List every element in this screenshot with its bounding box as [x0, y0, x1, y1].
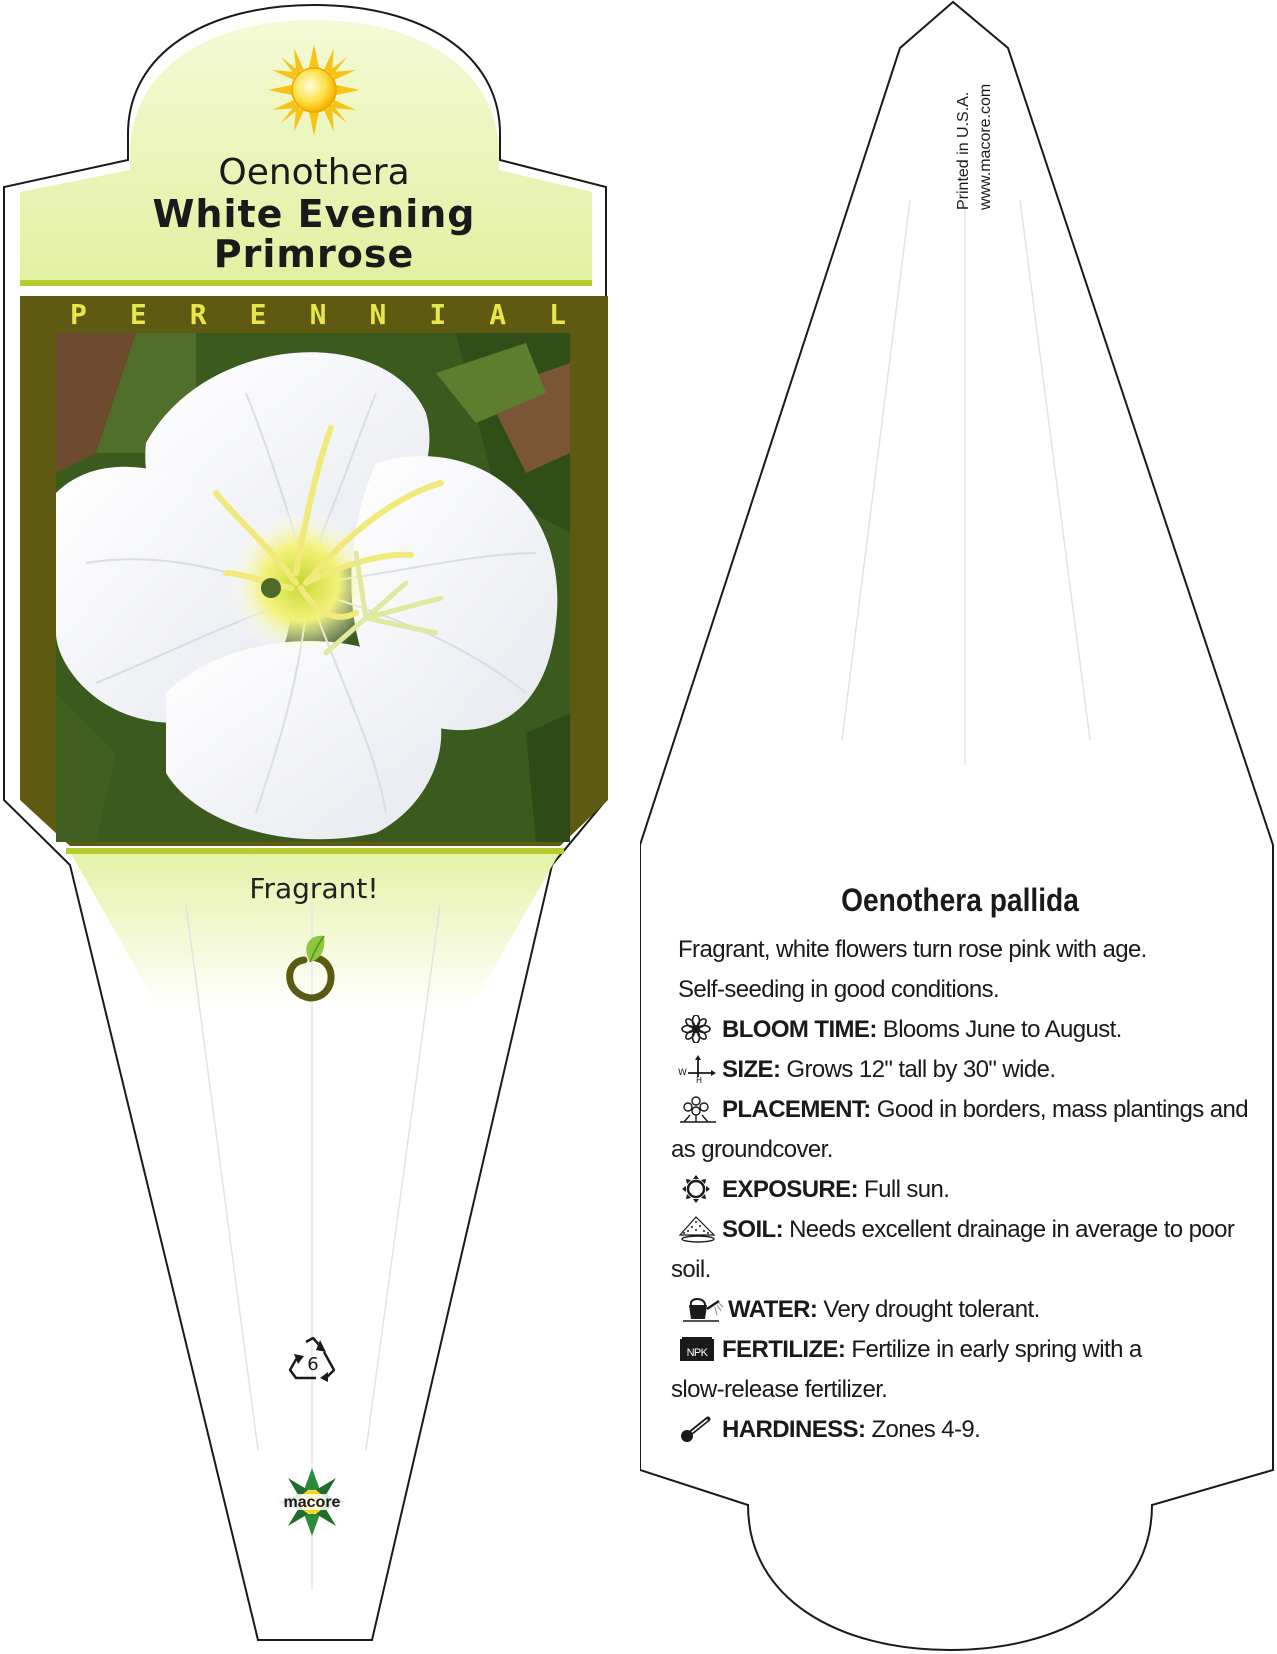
care-continuation: slow-release fertilizer.	[671, 1376, 888, 1403]
category-letter: L	[549, 297, 566, 331]
watering-can-icon	[678, 1295, 724, 1323]
fertilizer-icon	[678, 1335, 718, 1363]
care-row-exposure	[678, 1170, 1263, 1210]
size-height-letter: H	[696, 1076, 702, 1083]
website: www.macore.com	[977, 83, 994, 210]
category-letter: R	[189, 297, 207, 331]
care-text: Full sun.	[864, 1176, 950, 1203]
care-label: HARDINESS:	[722, 1416, 866, 1443]
flower-photo	[56, 333, 570, 842]
category-letter: E	[249, 297, 267, 331]
logo-text: macore	[283, 1494, 341, 1511]
npk-label: NPK	[686, 1347, 708, 1359]
sun-icon	[268, 44, 360, 136]
care-text: Grows 12" tall by 30" wide.	[786, 1056, 1056, 1083]
care-text: Zones 4-9.	[871, 1416, 981, 1443]
thermometer-icon	[678, 1415, 718, 1443]
care-text: Very drought tolerant.	[823, 1296, 1040, 1323]
care-continuation: as groundcover.	[671, 1136, 833, 1163]
category-letter: P	[70, 297, 87, 331]
size-width-letter: W	[678, 1068, 687, 1078]
care-info	[671, 930, 1263, 1450]
description-line: Self-seeding in good conditions.	[678, 976, 1000, 1003]
recycle-icon	[286, 1336, 340, 1382]
printed-info	[953, 84, 997, 210]
care-label: SIZE:	[722, 1056, 781, 1083]
care-row-soil	[678, 1210, 1263, 1250]
care-text: Fertilize in early spring with a	[851, 1336, 1142, 1363]
care-label: FERTILIZE:	[722, 1336, 846, 1363]
category-letter: N	[369, 297, 387, 331]
size-icon	[678, 1055, 718, 1083]
care-label: SOIL:	[722, 1216, 783, 1243]
description-line: Fragrant, white flowers turn rose pink with age.	[678, 936, 1147, 963]
category-letter: E	[129, 297, 147, 331]
recycle-code: 6	[307, 1354, 319, 1375]
care-row-fertilize	[678, 1330, 1263, 1370]
printed-in: Printed in U.S.A.	[955, 91, 972, 210]
care-text: Needs excellent drainage in average to poor	[789, 1216, 1235, 1243]
care-text: Blooms June to August.	[882, 1016, 1122, 1043]
care-label: BLOOM TIME:	[722, 1016, 877, 1043]
common-name-line-1: White Evening	[152, 192, 476, 236]
soil-icon	[678, 1215, 718, 1243]
care-label: PLACEMENT:	[722, 1096, 871, 1123]
genus-name: Oenothera	[218, 152, 410, 193]
flower-icon	[678, 1015, 718, 1043]
category-perennial	[20, 296, 608, 332]
category-letter: I	[429, 297, 447, 331]
category-letter: A	[489, 297, 507, 331]
care-row-hardiness	[678, 1410, 1263, 1450]
feature-text: Fragrant!	[249, 872, 379, 905]
care-label: EXPOSURE:	[722, 1176, 858, 1203]
care-row-placement	[678, 1090, 1263, 1130]
care-text: Good in borders, mass plantings and	[876, 1096, 1248, 1123]
common-name-line-2: Primrose	[213, 232, 415, 276]
category-letter: N	[309, 297, 327, 331]
common-name	[20, 194, 608, 274]
seed-sprout-icon	[280, 932, 340, 1004]
care-continuation: soil.	[671, 1256, 711, 1283]
botanical-name: Oenothera pallida	[841, 882, 1079, 918]
macore-logo	[272, 1466, 352, 1536]
care-row-water	[678, 1290, 1263, 1330]
care-row-size	[678, 1050, 1263, 1090]
care-row-bloom	[678, 1010, 1263, 1050]
care-label: WATER:	[728, 1296, 818, 1323]
placement-icon	[678, 1095, 718, 1123]
sun-outline-icon	[678, 1175, 718, 1203]
